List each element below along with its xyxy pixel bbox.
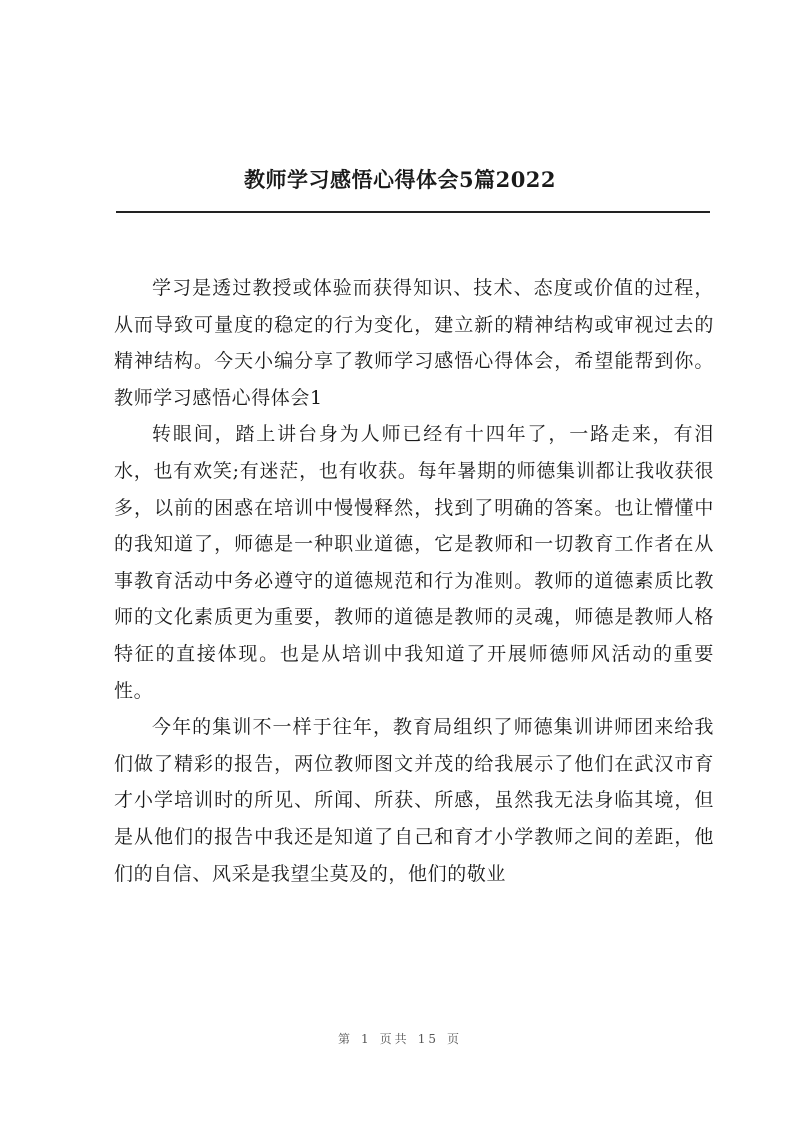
paragraph-reflection: 转眼间，踏上讲台身为人师已经有十四年了，一路走来，有泪水，也有欢笑;有迷茫，也有收获。每年暑期的师德集训都让我收获很多，以前的困惑在培训中慢慢释然，找到了明确的答案。也让懵懂中的我知道了，师德是一种职业道德，它是教师和一切教育工作者在从事教育活动中务必遵守的道德规范和行为准则。教师的道德素质比教师的文化素质更为重要，教师的道德是教师的灵魂，师德是教师人格特征的直接体现。也是从培训中我知道了开展师德师风活动的重要性。	[114, 423, 714, 702]
footer-middle: 页共	[379, 1032, 410, 1046]
footer-total-pages: 15	[417, 1032, 439, 1046]
page-title: 教师学习感悟心得体会5篇2022	[243, 167, 557, 192]
footer-current-page: 1	[361, 1032, 372, 1046]
footer-suffix: 页	[446, 1032, 462, 1046]
paragraph-intro: 学习是透过教授或体验而获得知识、技术、态度或价值的过程，从而导致可量度的稳定的行为变化，建立新的精神结构或审视过去的精神结构。今天小编分享了教师学习感悟心得体会，希望能帮到你。教师学习感悟心得体会1	[114, 277, 714, 409]
page-footer	[0, 1030, 800, 1047]
title-divider	[116, 211, 710, 213]
document-body	[114, 270, 714, 892]
footer-prefix: 第	[338, 1032, 354, 1046]
paragraph-training: 今年的集训不一样于往年，教育局组织了师德集训讲师团来给我们做了精彩的报告，两位教师图文并茂的给我展示了他们在武汉市育才小学培训时的所见、所闻、所获、所感，虽然我无法身临其境，但是从他们的报告中我还是知道了自己和育才小学教师之间的差距，他们的自信、风采是我望尘莫及的，他们的敬业	[114, 716, 714, 885]
